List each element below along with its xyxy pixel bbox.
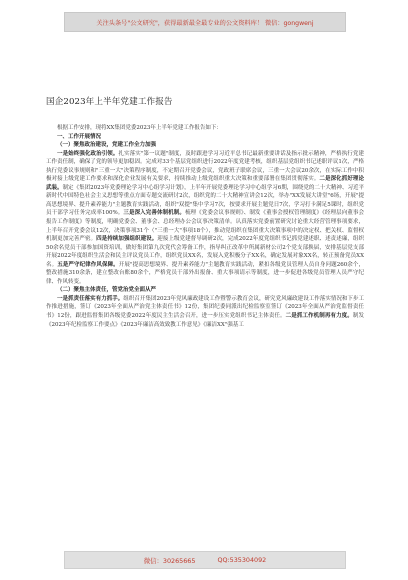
document-body: [46, 124, 364, 544]
paragraph-text: 梳理《党委会议事规则》、制发《董事会授权管理制度》《经理层向董事会报告工作制度》等制度，明确党委会、董事会、总经理办公会议事决策清单。认真落实党委前置研究讨论重大经营管理事项要求，上半年召开党委会议12次，决策事项31个（"三重一大"事项18个），推动党组织在集团重大决策事项中的决定权、把关权、监督权机制更加完善严密。: [46, 210, 364, 243]
footer-qq-text: QQ:535304092: [217, 556, 267, 564]
paragraph-lead: 二是抓工作机制再有力度。: [285, 313, 353, 320]
paragraph-lead: 三是深入完善体制机制。: [123, 210, 185, 217]
paragraph-text: 组织召开集团2023年党风廉政建设工作暨警示教育会议，研究党风廉政建设工作落实情况和下步工作推进措施，签订《2023年全面从严治党主体责任书》12份，集团纪委同派出纪检监察室签订《2023年全面从严治党监督责任书》12份，跟进监督集团各级党委2022年度民主生活会召开，进一步压实党组织书记主体责任。: [46, 295, 364, 320]
header-promo-text: 关注头条号"公文研究"，获得最新最全最专业的公文资料库！ 微信：gongwenj: [96, 19, 314, 27]
paragraph-lead: 二是深化抓好理论武装。: [46, 176, 364, 191]
paragraph-text: 制定《集团2023年党委理论学习中心组学习计划》，上半年开展党委理论学习中心组学习6期，围绕党的二十大精神、习近平新时代中国特色社会主义思想等重点方面专题交流研讨2次，组织党的二十大精神宣讲会12次，举办"XX发展大讲堂"6场，开展"提高思想境界、提升素养能力"主题教育实践活动，组织"双提"集中学习7次，按要求开展主题党日7次，学习打卡满足5课时，组织党员干部学习任务完成率100%。: [46, 184, 364, 217]
subsection-heading: （一）聚焦政治建设，党建工作全力加强: [57, 142, 157, 149]
body-paragraph: [46, 295, 364, 329]
subsection-heading: （二）聚焦主体责任，管党治党全面从严: [57, 287, 157, 294]
paragraph-lead: 一是抓责任落实有力抓手。: [57, 295, 124, 302]
section-heading: 一、工作开展情况: [57, 133, 102, 140]
paragraph-lead: 一是始终强化政治引领。: [57, 150, 119, 157]
footer-contact-banner: [64, 551, 346, 569]
paragraph-lead: 五是严守纪律作风保障。: [57, 261, 119, 268]
body-paragraph: [46, 150, 364, 287]
paragraph-text: 迎接上级党建督导调研2次，完成2022年度党组织书记抓党建述职、述责述廉，组织50余名党员干部参加国资培训，做好集团第九次党代会筹备工作，指导纠正改革中所属新材公司2个党支部换届，安排基层党支部开展2022年度组织生活会和民主评议党员工作，组织党员XX名，发展入党积极分子XX名，确定发展对象XX名，转正预备党员XX名。: [46, 236, 364, 268]
paragraph-text: 扎实落实"第一议题"制度，及时跟进学习习近平总书记最新重要讲话及指示批示精神，严格执行党建工作责任制，确保了党的领导更加稳固。完成对33个基层党组织进行2022年度党建考核，组织基层党组织书记述职评议1次，严格执行党委议事规则和"三重一大"决策程序制度，不定期召开党委会议，党政班子联席会议，三重一大会议20余次，在实际工作中积极对接上级党建工作要求和深化企业发展有关要求，持续推动上级党组织重大决策和重要部署在集团贯彻落实。: [46, 150, 364, 183]
document-title: 国企2023年上半年党建工作报告: [46, 97, 173, 107]
footer-wechat-text: 微信：30265665: [143, 556, 196, 565]
paragraph-text: 制发《2023年纪检监察工作要点》《2023年廉洁高效致教工作意见》《廉洁XX"强基工: [46, 313, 364, 328]
paragraph-text: 开展"提高思想境界、提升素养能力"主题教育实践活动，紧扣各级党员管理人员自身问题260余个，整改措施310余条，建立整改台账80余个，严格党员干部外出报备、重大事项请示等制度，进一步促进各级党员管理人员严守纪律、作风转变。: [46, 261, 364, 285]
intro-paragraph: 根据工作安排，现将XX集团党委2023年上半年党建工作报告如下：: [57, 125, 222, 131]
paragraph-lead: 四是持续加强组织建设。: [96, 236, 158, 243]
header-promo-banner: [64, 12, 346, 32]
